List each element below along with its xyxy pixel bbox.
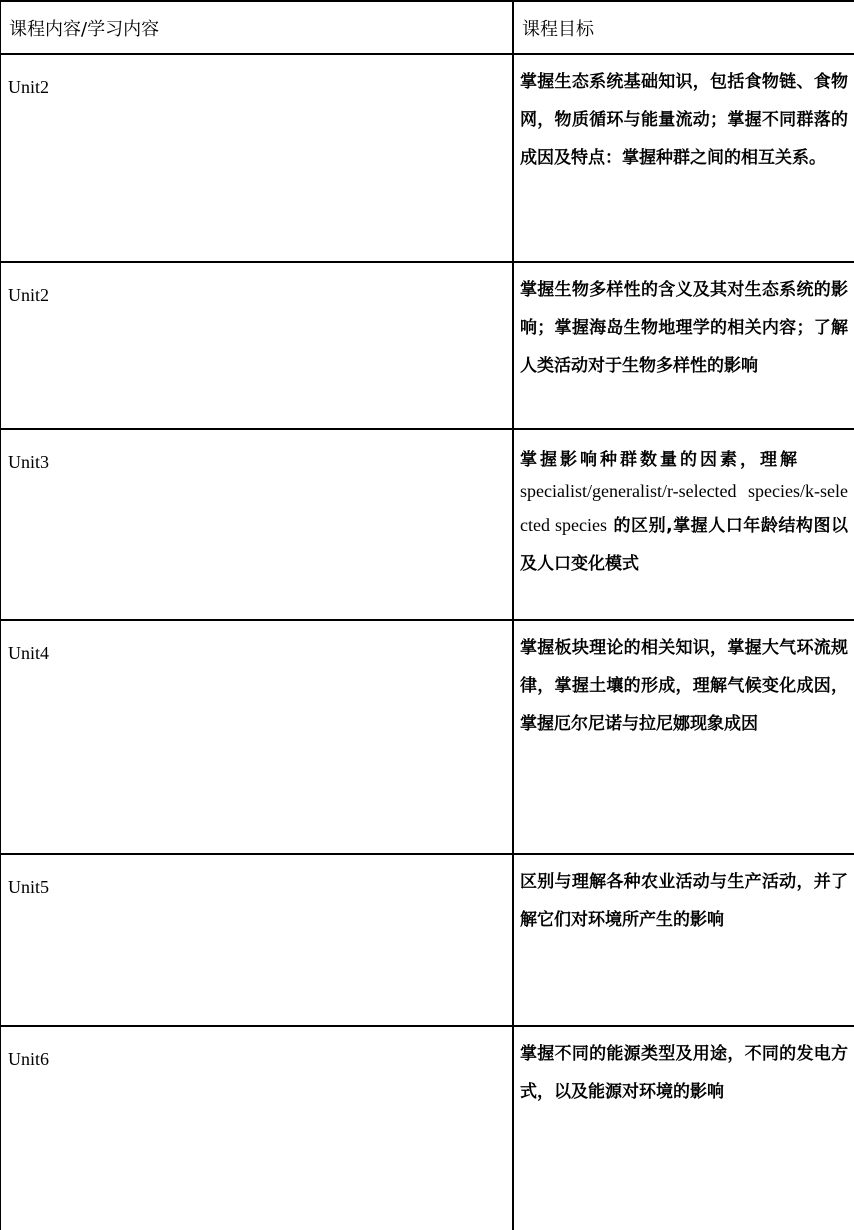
goal-text-part: 的区别,掌握人口年龄结构图以及人口变化模式 xyxy=(520,516,848,574)
header-goal: 课程目标 xyxy=(513,1,854,54)
table-header-row xyxy=(0,1,854,54)
unit-cell: Unit2 xyxy=(0,54,513,262)
goal-cell: 掌握不同的能源类型及用途，不同的发电方式，以及能源对环境的影响 xyxy=(513,1026,854,1230)
table-row xyxy=(0,54,854,262)
unit-cell: Unit6 xyxy=(0,1026,513,1230)
goal-text-latin: specialist/generalist/r-selected species/k-selected species xyxy=(520,481,848,535)
goal-cell: 区别与理解各种农业活动与生产活动，并了解它们对环境所产生的影响 xyxy=(513,854,854,1026)
table-row xyxy=(0,620,854,854)
goal-cell: 掌握板块理论的相关知识，掌握大气环流规律，掌握土壤的形成，理解气候变化成因，掌握厄尔尼诺与拉尼娜现象成因 xyxy=(513,620,854,854)
table-row xyxy=(0,1026,854,1230)
table-row xyxy=(0,429,854,620)
goal-text-part: 掌握影响种群数量的因素，理解 xyxy=(520,450,800,470)
goal-cell xyxy=(513,429,854,620)
header-content: 课程内容/学习内容 xyxy=(0,1,513,54)
goal-cell: 掌握生态系统基础知识，包括食物链、食物网，物质循环与能量流动；掌握不同群落的成因及特点：掌握种群之间的相互关系。 xyxy=(513,54,854,262)
unit-cell: Unit2 xyxy=(0,262,513,429)
unit-cell: Unit4 xyxy=(0,620,513,854)
table-row xyxy=(0,854,854,1026)
goal-cell: 掌握生物多样性的含义及其对生态系统的影响；掌握海岛生物地理学的相关内容；了解人类活动对于生物多样性的影响 xyxy=(513,262,854,429)
unit-cell: Unit3 xyxy=(0,429,513,620)
table-row xyxy=(0,262,854,429)
unit-cell: Unit5 xyxy=(0,854,513,1026)
